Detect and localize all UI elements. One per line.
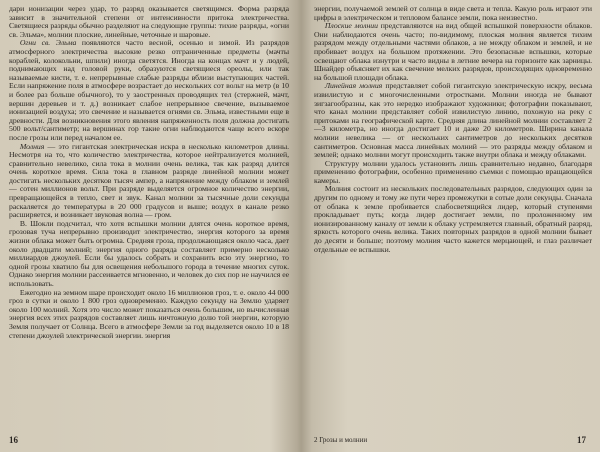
paragraph <box>314 160 592 186</box>
right-page-text <box>314 5 592 254</box>
paragraph <box>9 289 289 341</box>
catchword: энергия <box>144 330 171 340</box>
paragraph <box>9 5 289 39</box>
paragraph <box>314 22 592 82</box>
right-page <box>302 0 600 452</box>
paragraph-text: В. Шокли подсчитал, что хотя вспышки молнии длятся очень короткое время, грозовая туча непрерывно производит электричество, энергия которого за время жизни облака может быть огромна. Средняя гроза, продолжающаяся около часа, дает около двадцати молний; энергия одного разряда составляет примерно несколько миллиардов джоулей. Если бы удалось собрать и сохранить всю эту энергию, то одной грозы хватило бы для освещения небольшого города в течение многих суток. Однако энергия молнии рассеивается мгновенно, и человек до сих пор не научился ее использовать. <box>9 218 289 288</box>
paragraph <box>9 39 289 142</box>
paragraph-text: — это гигантская электрическая искра в несколько километров длины. Несмотря на то, что количество электричества, которое нейтрализуется молнией, сравнительно невелико, сила тока в молнии очень велика, так как разряд длится очень короткое время. Сила тока в главном разряде линейной молнии может достигать нескольких десятков тысяч ампер, а напряжение между облаком и землей — сотен миллионов вольт. При разряде выделяется огромное количество энергии, превращающейся в тепло, свет и звук. Канал молнии за тысячные доли секунды раскаляется до температуры в 20 000 градусов и выше; воздух в канале резко расширяется, и возникает звуковая волна — гром. <box>9 141 289 220</box>
footer-label: 2 Грозы и молнии <box>314 436 368 444</box>
paragraph-lead-term: Плоские молнии <box>324 21 378 31</box>
paragraph <box>314 5 592 22</box>
paragraph <box>9 143 289 220</box>
paragraph-text: дари ионизации через удар, то разряд оказывается светящимся. Форма разряда зависит в значительной степени от интенсивности притока электричества. Светящиеся разряды обычно разделяют на следующие группы: тихие разряды, «огни св. Эльма», молнии плоские, линейные, четочные и шаровые. <box>9 4 289 39</box>
paragraph-text: Ежегодно на земном шаре происходит около 16 миллионов гроз, т. е. около 44 000 гроз в сутки и около 1 800 гроз одновременно. Каждую секунду на Землю ударяет около 100 молний. Хотя это число может показаться очень большим, но вычисленная энергия всех этих разрядов составляет лишь ничтожную долю той энергии, которую Земля получает от Солнца. Всего в атмосфере Земли за год выделяется около 10 в 18 степени джоулей электрической энергии. <box>9 287 289 340</box>
paragraph-text: Молния состоит из нескольких последовательных разрядов, следующих один за другим по одному и тому же пути через промежутки в сотые доли секунды. Сначала от облака к земле пробивается слабосветящийся лидер, который ступенями прокладывает путь; когда лидер достигает земли, по проложенному им ионизированному каналу от земли к облаку устремляется главный, обратный разряд, яркость которого очень велика. Таких повторных разрядов в одной молнии бывает до десяти и больше; поэтому молния часто кажется мерцающей, и глаз различает отдельные ее вспышки. <box>314 184 592 254</box>
paragraph <box>314 185 592 254</box>
paragraph-text: Структуру молнии удалось установить лишь сравнительно недавно, благодаря применению фотографии, особенно применению съемки с помощью вращающейся камеры. <box>314 158 592 185</box>
left-page <box>0 0 298 452</box>
paragraph-lead-term: Молния <box>19 141 45 151</box>
paragraph-text: энергии, получаемой землей от солнца в виде света и тепла. Какую роль играют эти цифры в электрическом и тепловом балансе земли, пока неизвестно. <box>314 4 592 22</box>
paragraph-lead-term: Линейная молния <box>324 81 383 91</box>
paragraph-text: появляются часто весной, осенью и зимой. Из разрядов атмосферного электричества высокие резко отграниченные предметы (мачты кораблей, колокольни, шпили) иногда светятся. Иногда на концах мачт и у людей, поднимающих над головой руки, образуются светящиеся ореолы, или так называемые кисти, т. е. непрерывные слабые разряды вблизи выступающих частей. Если напряжение поля в атмосфере возрастает до нескольких сот вольт на метр (в 10 и более раз больше обычного), то у заостренных проводящих тел (стержней, мачт, вершин деревьев и т. д.) возникает слабое непрерывное свечение, вызываемое ионизацией воздуха; это свечение и называется огнями св. Эльма, известными еще в древности. Для возникновения этого явления напряженность поля должна достигать 500 вольт/сантиметр; на вершинах гор такие огни наблюдаются чаще всего вскоре после грозы или перед началом ее. <box>9 38 289 142</box>
paragraph-text: представляются на вид общей вспышкой поверхности облаков. Они наблюдаются очень часто; по-видимому, плоская молния является тихим разрядом между отдельными частями облаков, а не между облаком и землей, и не пробивает воздух на большом протяжении. Это безопасные вспышки, которые освещают облака изнутри и часто видны в летние вечера на горизонте как зарницы. Шнайдер объясняет их как свечение мелких разрядов, происходящих одновременно на большой площади облака. <box>314 21 593 82</box>
paragraph-lead-term: Огни св. Эльма <box>19 38 77 48</box>
page-number-left: 16 <box>9 435 18 445</box>
page-number-right: 17 <box>577 435 586 445</box>
paragraph <box>314 82 592 159</box>
paragraph <box>9 220 289 289</box>
left-page-text <box>9 5 289 340</box>
paragraph-text: представляет собой гигантскую электрическую искру, весьма извилистую и с многочисленными отростками. Молнии иногда не бывают зигзагообразны, как это нередко изображают художники; фотографии показывают, что канал молнии представляет собой извилистую линию, похожую на реку с притоками на географической карте. Средняя длина линейной молнии составляет 2—3 километра, но иногда достигает 10 и даже 20 километров. Ширина канала молнии невелика — от нескольких сантиметров до нескольких десятков сантиметров. Основная масса линейных молний — это разряды между облаком и землей; однако молнии могут происходить также внутри облака и между облаками. <box>314 81 593 160</box>
